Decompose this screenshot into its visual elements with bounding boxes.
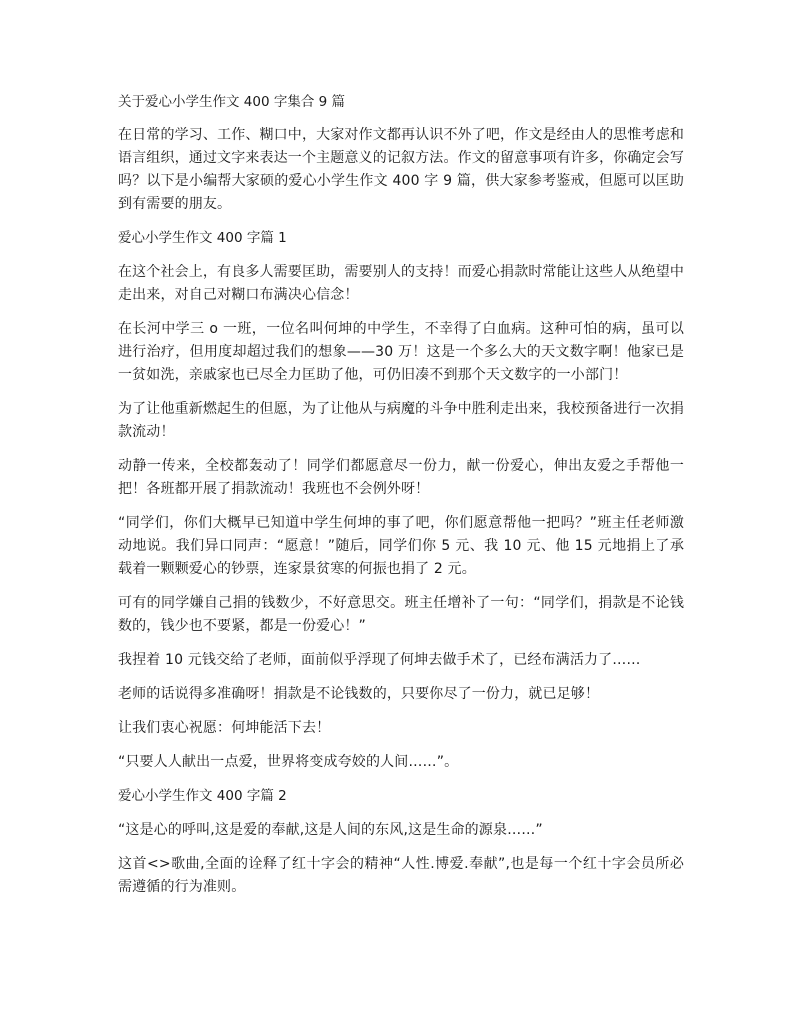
section-1-paragraph: “只要人人献出一点爱，世界将变成夸姣的人间……”。 <box>118 754 459 770</box>
section-2-heading: 爱心小学生作文 400 字篇 2 <box>118 788 287 804</box>
section-1-paragraph: 我捏着 10 元钱交给了老师，面前似乎浮现了何坤去做手术了，已经布满活力了…… <box>118 652 641 668</box>
document-page <box>118 92 684 910</box>
section-1-paragraph: 动静一传来，全校都轰动了！同学们都愿意尽一份力，献一份爱心，伸出友爱之手帮他一把！各班都开展了捐款流动！我班也不会例外呀！ <box>118 458 684 497</box>
section-2-paragraph: 这首<>歌曲,全面的诠释了红十字会的精神“人性.博爱.奉献”,也是每一个红十字会员所必需遵循的行为准则。 <box>118 856 684 895</box>
section-1-paragraph: “同学们，你们大概早已知道中学生何坤的事了吧，你们愿意帮他一把吗？”班主任老师激动地说。我们异口同声：“愿意！”随后，同学们你 5 元、我 10 元、他 15 元地捐上了承载着一颗颗爱心的钞票，连家景贫寒的何振也捐了 2 元。 <box>118 515 684 577</box>
section-1-paragraph: 为了让他重新燃起生的但愿，为了让他从与病魔的斗争中胜利走出来，我校预备进行一次捐款流动！ <box>118 401 684 440</box>
intro-paragraph: 在日常的学习、工作、糊口中，大家对作文都再认识不外了吧，作文是经由人的思惟考虑和语言组织，通过文字来表达一个主题意义的记叙方法。作文的留意事项有许多，你确定会写吗？以下是小编帮大家硕的爱心小学生作文 400 字 9 篇，供大家参考鉴戒，但愿可以匡助到有需要的朋友。 <box>118 127 684 212</box>
section-1-paragraph: 在这个社会上，有良多人需要匡助，需要别人的支持！而爱心捐款时常能让这些人从绝望中走出来，对自己对糊口布满决心信念！ <box>118 264 684 303</box>
section-1-paragraph: 可有的同学嫌自己捐的钱数少，不好意思交。班主任增补了一句：“同学们，捐款是不论钱数的，钱少也不要紧，都是一份爱心！” <box>118 595 684 634</box>
section-2-paragraph: “这是心的呼叫,这是爱的奉献,这是人间的东风,这是生命的源泉……” <box>118 822 543 838</box>
section-1-paragraph: 在长河中学三 o 一班，一位名叫何坤的中学生，不幸得了白血病。这种可怕的病，虽可以进行治疗，但用度却超过我们的想象——30 万！这是一个多么大的天文数字啊！他家已是一贫如洗，亲戚家也已尽全力匡助了他，可仍旧凑不到那个天文数字的一小部门！ <box>118 321 684 383</box>
section-1-heading: 爱心小学生作文 400 字篇 1 <box>118 230 287 246</box>
section-1-paragraph: 让我们衷心祝愿：何坤能活下去！ <box>118 720 331 736</box>
section-1-paragraph: 老师的话说得多准确呀！捐款是不论钱数的，只要你尽了一份力，就已足够！ <box>118 686 600 702</box>
document-title: 关于爱心小学生作文 400 字集合 9 篇 <box>118 94 346 110</box>
